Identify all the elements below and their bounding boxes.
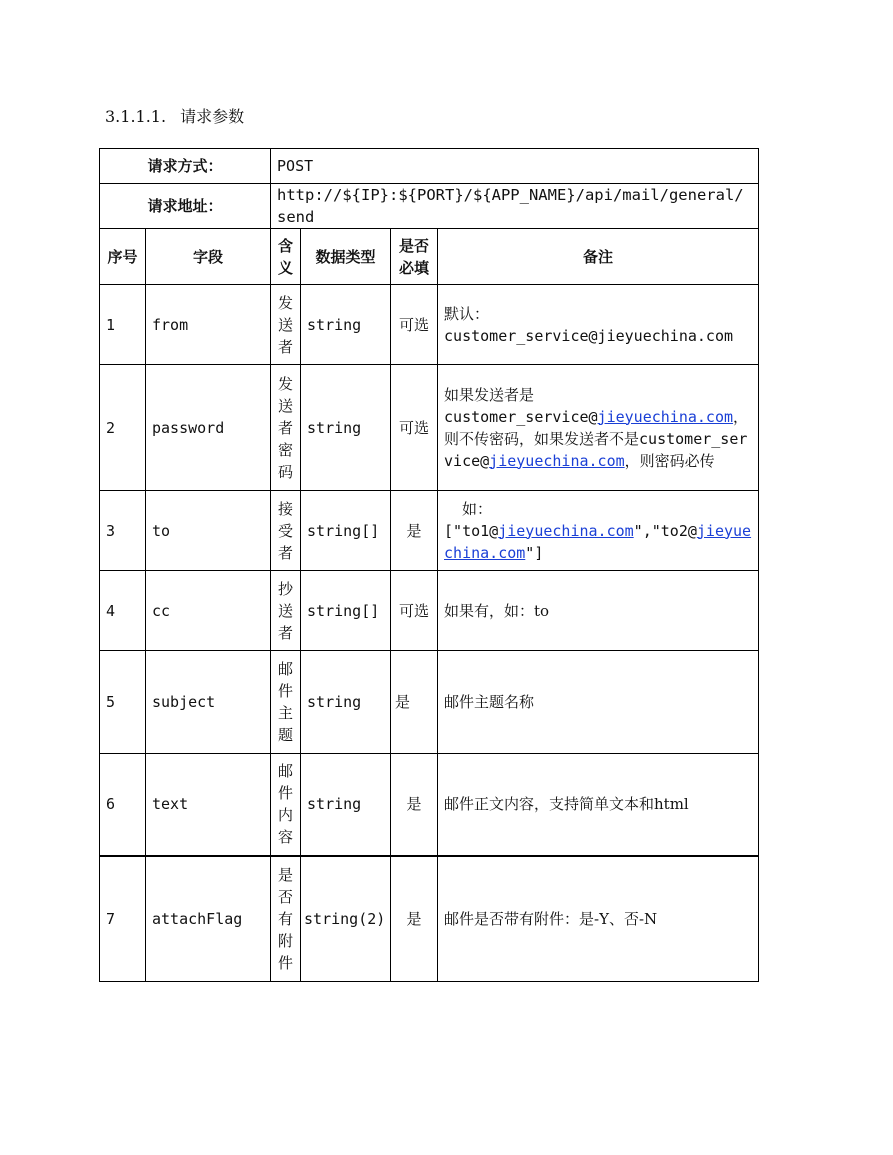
col-meaning-header: 含义 [271,229,301,285]
row-field: text [146,754,271,856]
section-heading [105,104,244,127]
row-required: 可选 [391,285,438,365]
email-domain-link[interactable]: jieyuechina.com [444,521,752,562]
table-row [100,754,759,856]
row-remark: 邮件主题名称 [438,651,759,754]
row-required: 是 [391,856,438,982]
row-remark: 邮件正文内容，支持简单文本和html [438,754,759,856]
col-field-header: 字段 [146,229,271,285]
remark-text: ，则不传密码，如果发送者不是 [444,407,749,448]
request-params-table [99,148,759,982]
row-index: 1 [100,285,146,365]
row-meaning: 是否有附件 [271,856,301,982]
row-remark [438,365,759,491]
row-remark: 如果有，如：to [438,571,759,651]
remark-text: customer_service@ [444,407,598,426]
remark-text: ","to2@ [633,521,697,540]
row-meaning: 抄送者 [271,571,301,651]
table-row [100,651,759,754]
row-field: password [146,365,271,491]
table-row [100,571,759,651]
row-required: 是 [391,754,438,856]
row-index: 7 [100,856,146,982]
row-type: string [301,365,391,491]
row-meaning: 发送者密码 [271,365,301,491]
row-remark [438,491,759,571]
remark-text: "] [525,543,544,562]
row-meaning: 邮件主题 [271,651,301,754]
address-value: http://${IP}:${PORT}/${APP_NAME}/api/mail/general/send [271,184,759,229]
method-value: POST [271,149,759,184]
row-remark: 邮件是否带有附件：是-Y、否-N [438,856,759,982]
remark-line: customer_service@jieyuechina.com [444,326,733,345]
address-row [100,184,759,229]
section-number: 3.1.1.1. [105,107,167,126]
table-row [100,285,759,365]
remark-text: ，则密码必传 [624,451,715,470]
row-remark [438,285,759,365]
row-required: 是 [391,651,438,754]
row-index: 5 [100,651,146,754]
col-type-header: 数据类型 [301,229,391,285]
col-remark-header: 备注 [438,229,759,285]
col-index-header: 序号 [100,229,146,285]
col-required-header: 是否必填 [391,229,438,285]
row-field: subject [146,651,271,754]
row-field: to [146,491,271,571]
header-row [100,229,759,285]
row-index: 6 [100,754,146,856]
table-row [100,365,759,491]
section-title: 请求参数 [180,107,245,126]
row-required: 可选 [391,571,438,651]
row-required: 是 [391,491,438,571]
row-type: string [301,754,391,856]
row-field: cc [146,571,271,651]
method-row [100,149,759,184]
email-domain-link[interactable]: jieyuechina.com [597,407,734,426]
table-row [100,491,759,571]
row-meaning: 接受者 [271,491,301,571]
row-meaning: 发送者 [271,285,301,365]
row-type: string [301,285,391,365]
row-type: string [301,651,391,754]
email-domain-link[interactable]: jieyuechina.com [489,451,625,470]
email-domain-link[interactable]: jieyuechina.com [498,521,634,540]
row-type: string[] [301,491,391,571]
row-type: string(2) [301,856,391,982]
row-type: string[] [301,571,391,651]
row-meaning: 邮件内容 [271,754,301,856]
address-label: 请求地址： [100,184,271,229]
row-field: attachFlag [146,856,271,982]
row-index: 3 [100,491,146,571]
row-index: 4 [100,571,146,651]
row-field: from [146,285,271,365]
remark-line: 默认： [444,304,490,323]
method-label: 请求方式： [100,149,271,184]
remark-line: 如果发送者是 [444,385,535,404]
remark-text: customer_service@ [444,429,748,470]
row-required: 可选 [391,365,438,491]
remark-line: 如： [462,499,493,518]
row-index: 2 [100,365,146,491]
remark-text: ["to1@ [444,521,499,540]
table-row [100,856,759,982]
